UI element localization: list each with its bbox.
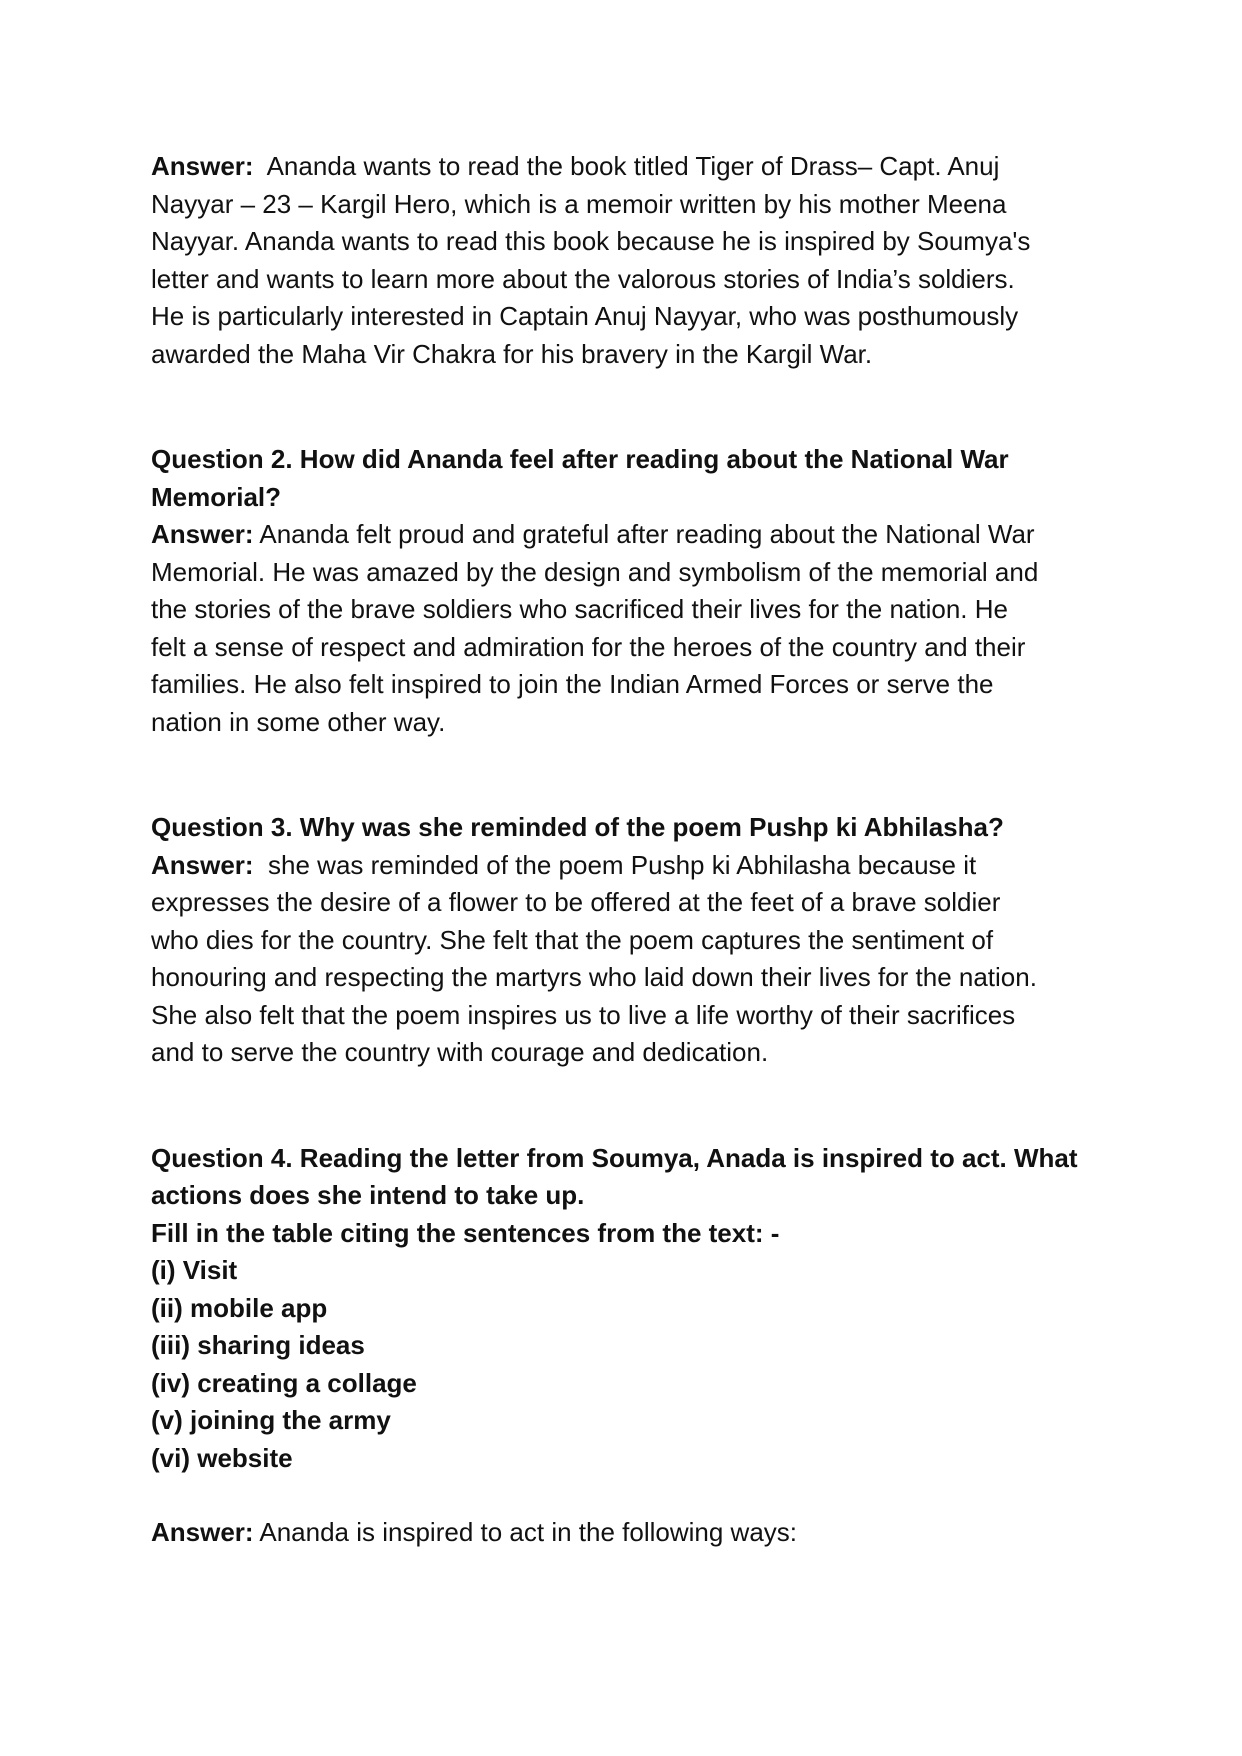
question-3-line-0: Question 3. Why was she reminded of the poem Pushp ki Abhilasha?	[151, 812, 1004, 842]
question-4-item-mobile-app: (ii) mobile app	[151, 1292, 328, 1323]
answer-1-line-2: Nayyar. Ananda wants to read this book because he is inspired by Soumya's	[151, 226, 1031, 256]
answer-label: Answer:	[151, 849, 254, 880]
answer-3-line-3: honouring and respecting the martyrs who laid down their lives for the nation.	[151, 962, 1037, 992]
answer-4-line-0	[151, 1514, 1101, 1552]
question-2-line-1: Memorial?	[151, 481, 282, 512]
question-2	[151, 441, 1101, 741]
answer-1	[151, 148, 1101, 373]
question-4-line-0: Question 4. Reading the letter from Soumya, Anada is inspired to act. What	[151, 1142, 1078, 1173]
answer-4	[151, 1514, 1101, 1552]
answer-text: Ananda wants to read the book titled Tiger of Drass– Capt. Anuj	[253, 151, 1000, 181]
answer-text: Ananda felt proud and grateful after reading about the National War	[253, 519, 1035, 549]
answer-label: Answer:	[151, 519, 254, 549]
question-3	[151, 809, 1101, 1072]
answer-label: Answer:	[151, 151, 254, 181]
question-2-line-0: Question 2. How did Ananda feel after reading about the National War	[151, 444, 1009, 474]
question-4-line-2: Fill in the table citing the sentences from the text: -	[151, 1217, 780, 1248]
question-4-line-1: actions does she intend to take up.	[151, 1180, 585, 1210]
document-page	[151, 148, 1101, 1552]
answer-1-line-5: awarded the Maha Vir Chakra for his bravery in the Kargil War.	[151, 338, 873, 369]
answer-2-line-4: families. He also felt inspired to join the Indian Armed Forces or serve the	[151, 669, 994, 699]
answer-1-line-3: letter and wants to learn more about the valorous stories of India’s soldiers.	[151, 263, 1015, 294]
answer-text: she was reminded of the poem Pushp ki Abhilasha because it	[253, 849, 977, 880]
answer-label: Answer:	[151, 1517, 254, 1547]
question-4-item-collage: (iv) creating a collage	[151, 1367, 417, 1398]
answer-2-line-3: felt a sense of respect and admiration for the heroes of the country and their	[151, 631, 1026, 662]
answer-2-line-0	[151, 516, 1101, 554]
answer-1-line-4: He is particularly interested in Captain Anuj Nayyar, who was posthumously	[151, 301, 1019, 331]
question-4-item-sharing-ideas: (iii) sharing ideas	[151, 1330, 365, 1360]
answer-3-line-0	[151, 847, 1101, 885]
question-4-item-army: (v) joining the army	[151, 1405, 391, 1435]
answer-3-line-4: She also felt that the poem inspires us to live a life worthy of their sacrifices	[151, 999, 1016, 1030]
answer-text: Ananda is inspired to act in the following ways:	[253, 1517, 798, 1547]
answer-3-line-1: expresses the desire of a flower to be offered at the feet of a brave soldier	[151, 887, 1001, 917]
answer-2-line-5: nation in some other way.	[151, 706, 446, 737]
question-4	[151, 1140, 1101, 1478]
question-4-item-website: (vi) website	[151, 1442, 293, 1473]
answer-2-line-1: Memorial. He was amazed by the design and symbolism of the memorial and	[151, 556, 1039, 587]
answer-1-line-1: Nayyar – 23 – Kargil Hero, which is a memoir written by his mother Meena	[151, 188, 1007, 219]
question-4-item-visit: (i) Visit	[151, 1255, 238, 1285]
answer-3-line-5: and to serve the country with courage and dedication.	[151, 1037, 769, 1067]
answer-3-line-2: who dies for the country. She felt that the poem captures the sentiment of	[151, 924, 994, 955]
answer-2-line-2: the stories of the brave soldiers who sacrificed their lives for the nation. He	[151, 594, 1008, 624]
answer-1-line-0	[151, 148, 1101, 186]
